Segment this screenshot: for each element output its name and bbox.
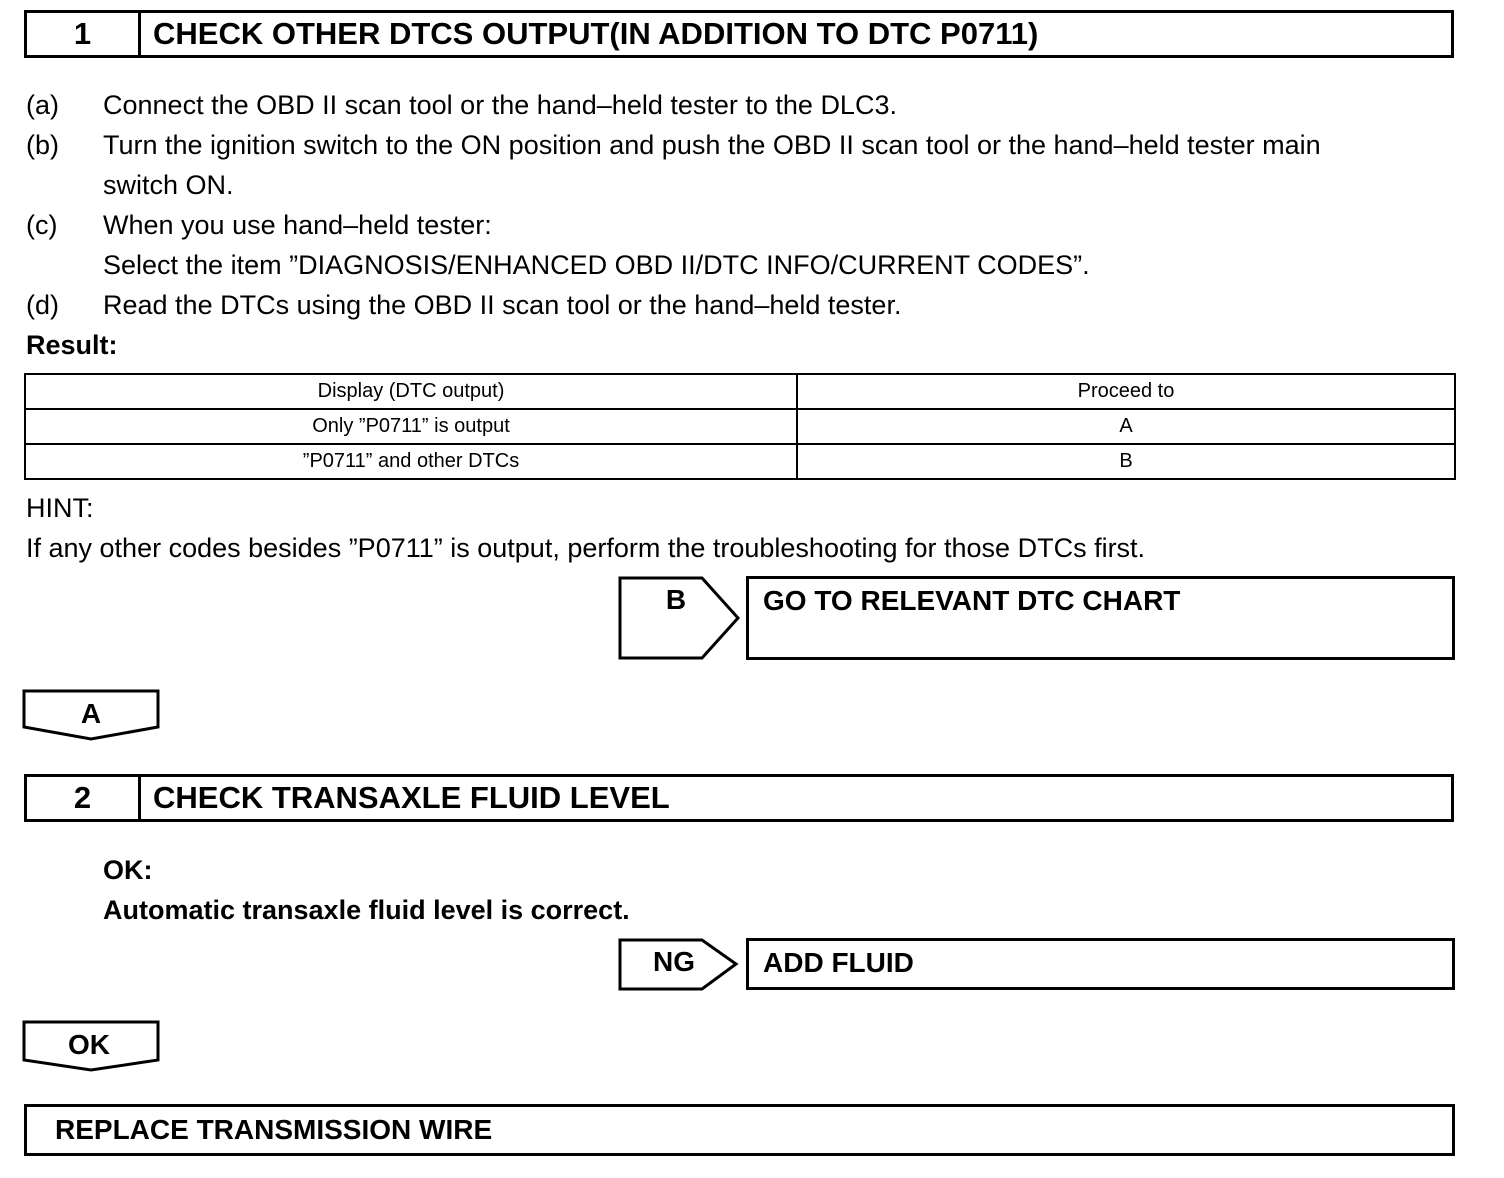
instruction-d-text: Read the DTCs using the OBD II scan tool or the hand–held tester. bbox=[103, 290, 902, 320]
ok-label: OK: bbox=[103, 855, 153, 885]
table-cell: B bbox=[797, 444, 1455, 479]
instruction-c-text: When you use hand–held tester: bbox=[103, 210, 492, 240]
final-action-box bbox=[24, 1104, 1455, 1156]
table-cell: A bbox=[797, 409, 1455, 444]
result-label: Result: bbox=[26, 330, 118, 360]
branch-b-label: B bbox=[665, 584, 687, 615]
step-2-title: CHECK TRANSAXLE FLUID LEVEL bbox=[153, 780, 670, 815]
branch-ng-label: NG bbox=[653, 946, 695, 977]
instruction-c-text-2: Select the item ”DIAGNOSIS/ENHANCED OBD II/DTC INFO/CURRENT CODES”. bbox=[103, 250, 1090, 280]
branch-ok-label: OK bbox=[68, 1029, 110, 1060]
instruction-a-text: Connect the OBD II scan tool or the hand–held tester to the DLC3. bbox=[103, 90, 897, 120]
instruction-d-label: (d) bbox=[26, 290, 59, 320]
instruction-b-text-2: switch ON. bbox=[103, 170, 234, 200]
table-header-row bbox=[25, 374, 1455, 409]
table-header-display: Display (DTC output) bbox=[25, 374, 797, 409]
instruction-c-label: (c) bbox=[26, 210, 58, 240]
branch-b-arrow bbox=[618, 576, 744, 660]
step-1-number: 1 bbox=[27, 13, 141, 55]
table-cell: ”P0711” and other DTCs bbox=[25, 444, 797, 479]
branch-ng-arrow bbox=[618, 938, 744, 991]
branch-a-arrow bbox=[22, 689, 162, 743]
table-header-proceed: Proceed to bbox=[797, 374, 1455, 409]
result-table bbox=[24, 373, 1456, 480]
table-row bbox=[25, 409, 1455, 444]
instruction-b-text: Turn the ignition switch to the ON position and push the OBD II scan tool or the hand–held tester main bbox=[103, 130, 1321, 160]
table-cell: Only ”P0711” is output bbox=[25, 409, 797, 444]
hint-text: If any other codes besides ”P0711” is output, perform the troubleshooting for those DTCs first. bbox=[26, 533, 1146, 563]
final-action-title: REPLACE TRANSMISSION WIRE bbox=[55, 1114, 493, 1145]
branch-ng-action: ADD FLUID bbox=[746, 938, 1455, 990]
instruction-a-label: (a) bbox=[26, 90, 59, 120]
hint-label: HINT: bbox=[26, 493, 94, 523]
ok-text: Automatic transaxle fluid level is correct. bbox=[103, 895, 630, 925]
step-1-title: CHECK OTHER DTCS OUTPUT(IN ADDITION TO DTC P0711) bbox=[153, 16, 1039, 51]
instruction-b-label: (b) bbox=[26, 130, 59, 160]
branch-b-action: GO TO RELEVANT DTC CHART bbox=[746, 576, 1455, 660]
step-2-number: 2 bbox=[27, 777, 141, 819]
step-1-header bbox=[24, 10, 1454, 58]
branch-ok-arrow bbox=[22, 1020, 162, 1074]
table-row bbox=[25, 444, 1455, 479]
branch-a-label: A bbox=[80, 698, 102, 729]
step-2-header bbox=[24, 774, 1454, 822]
